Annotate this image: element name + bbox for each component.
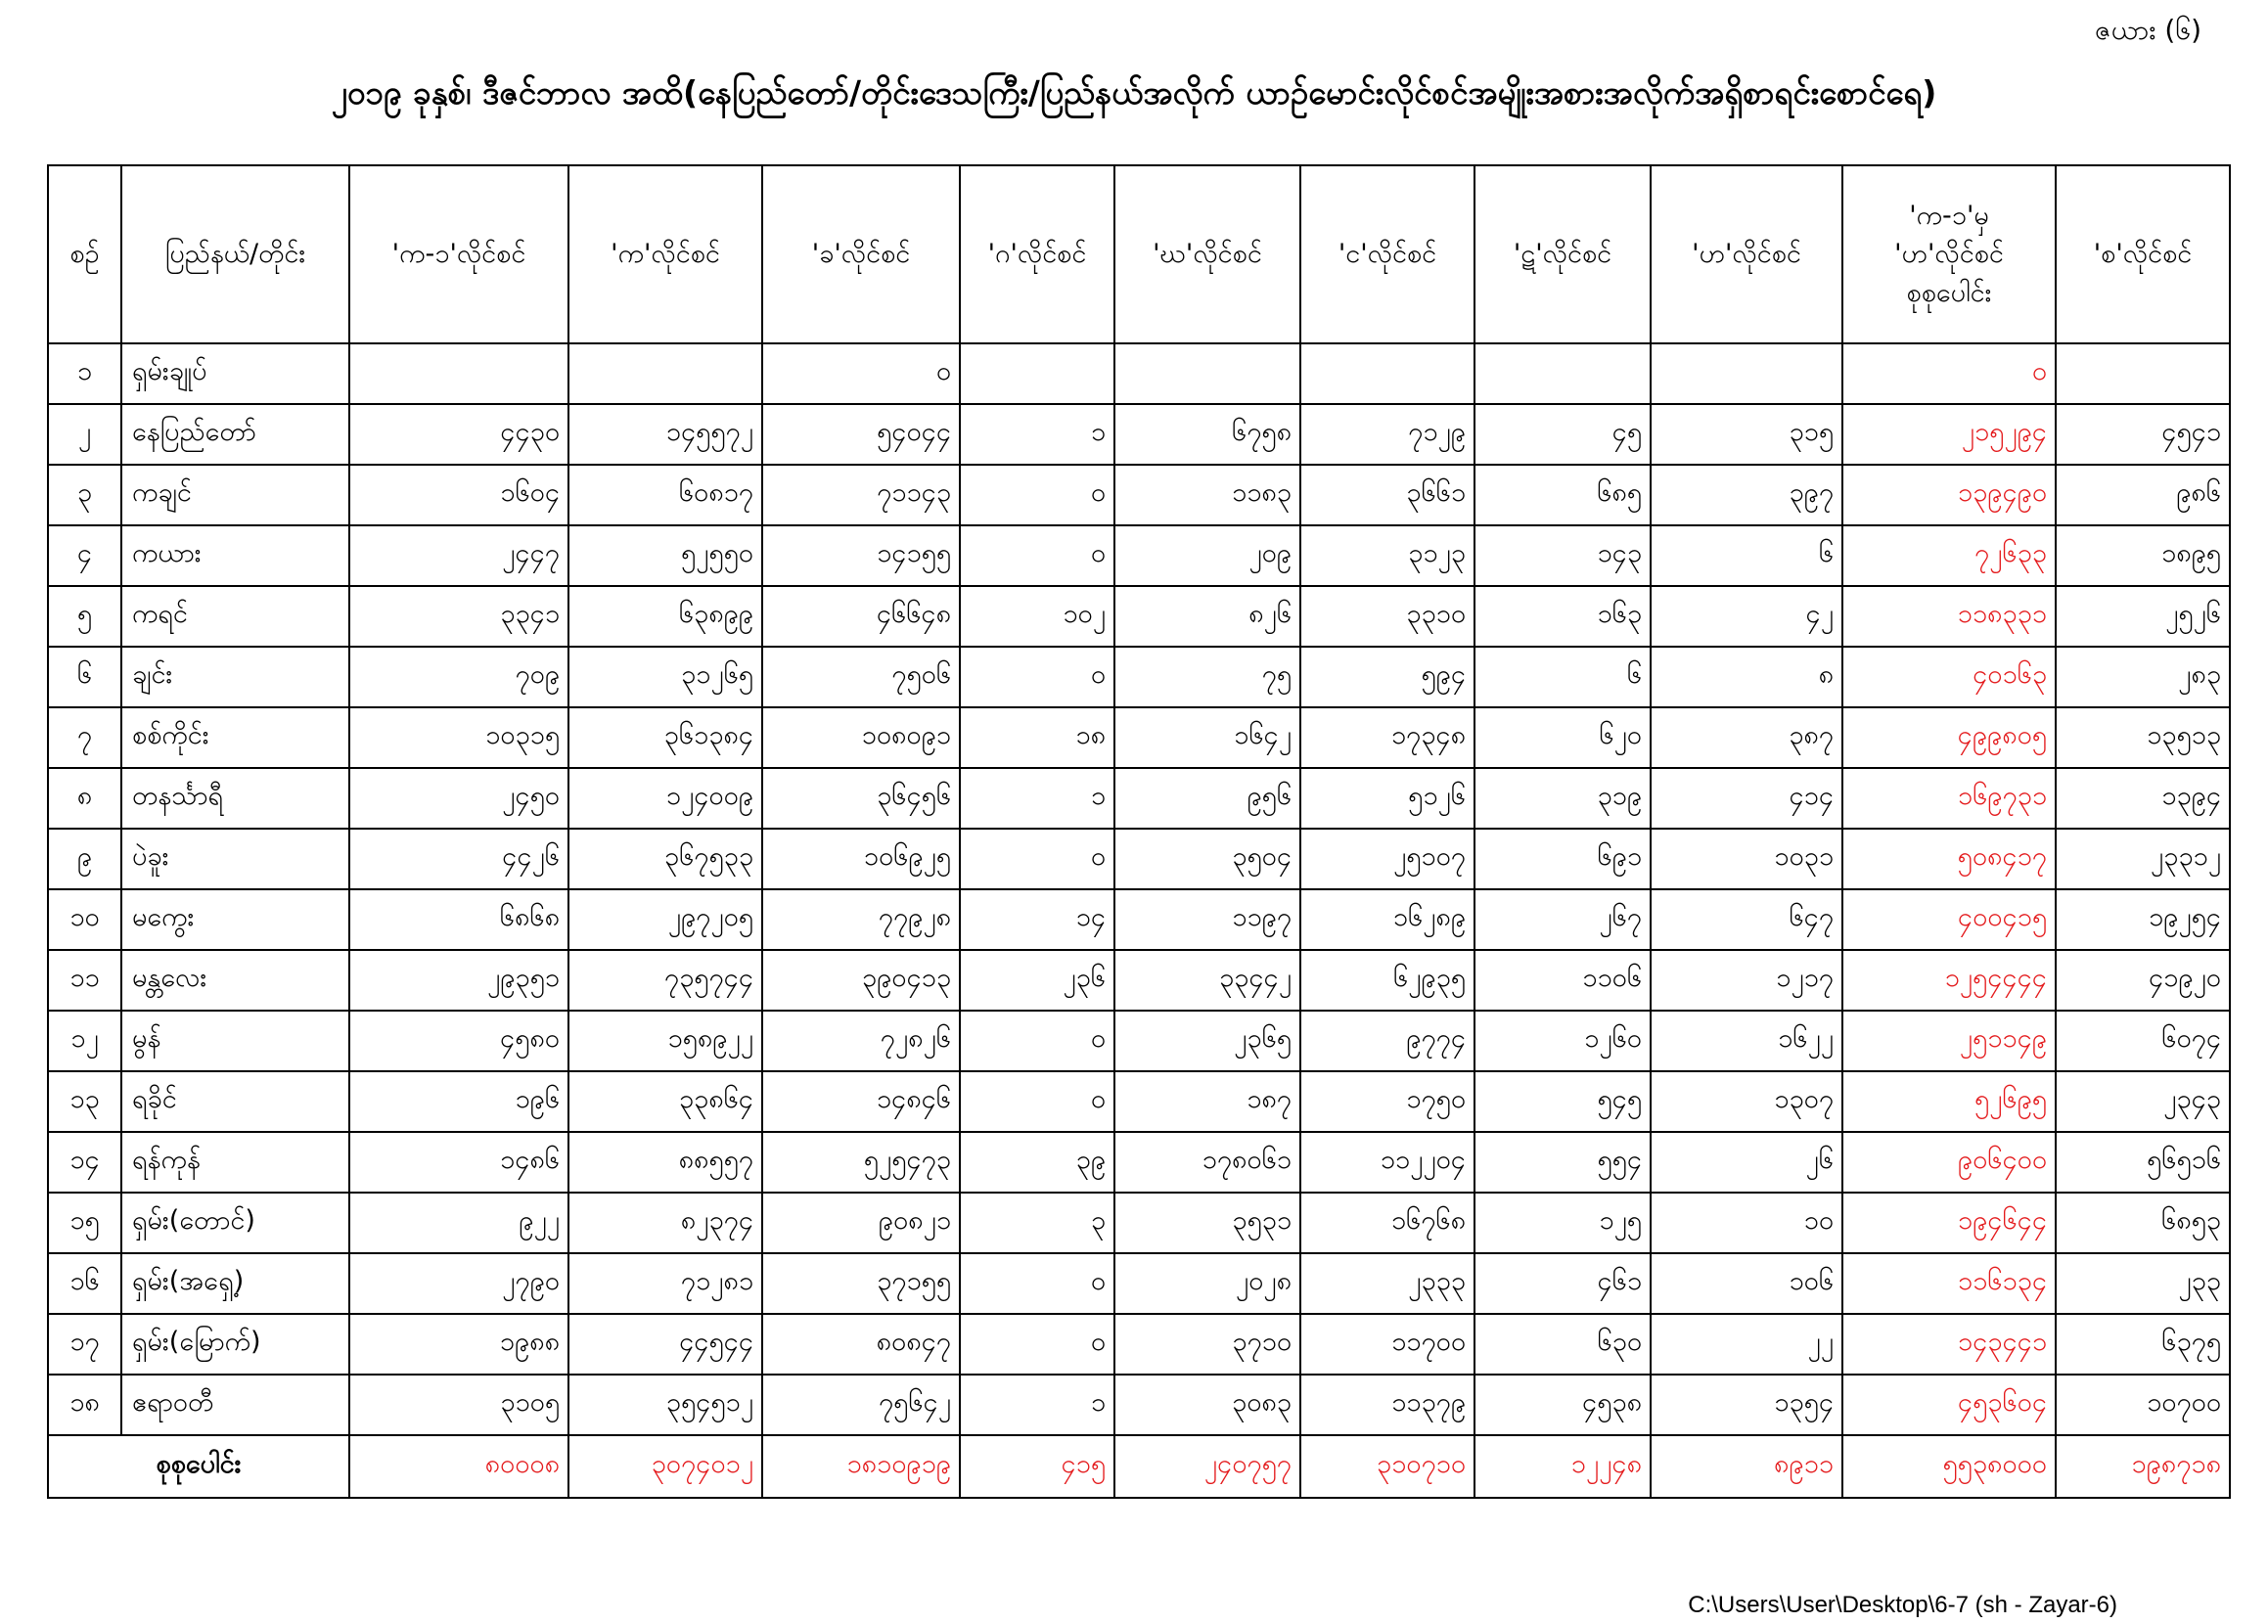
cell-kha: ၃၉၀၄၁၃ xyxy=(762,950,960,1011)
cell-sr: ၁၅ xyxy=(48,1193,121,1253)
table-row xyxy=(48,647,2230,707)
file-path: C:\Users\User\Desktop\6-7 (sh - Zayar-6) xyxy=(1688,1592,2117,1618)
cell-region: ရန်ကုန် xyxy=(121,1132,349,1193)
cell-ha: ၂၆ xyxy=(1651,1132,1842,1193)
table-row xyxy=(48,1132,2230,1193)
cell-ga: ၃၉ xyxy=(960,1132,1114,1193)
total-all: ၅၅၃၈၀၀၀ xyxy=(1842,1435,2056,1498)
cell-ga: ၁ xyxy=(960,1375,1114,1435)
cell-region: မန္တလေး xyxy=(121,950,349,1011)
header-nga1: 'ဋ'လိုင်စင် xyxy=(1474,165,1651,343)
cell-nga xyxy=(1300,343,1474,404)
cell-ga: ၀ xyxy=(960,1314,1114,1375)
cell-sr: ၄ xyxy=(48,525,121,586)
cell-ga: ၃ xyxy=(960,1193,1114,1253)
cell-nga1: ၆၃၀ xyxy=(1474,1314,1651,1375)
cell-kha: ၃၆၄၅၆ xyxy=(762,768,960,829)
cell-nga: ၁၁၃၇၉ xyxy=(1300,1375,1474,1435)
table-row xyxy=(48,343,2230,404)
cell-ga: ၀ xyxy=(960,829,1114,889)
cell-gha: ၁၇၈၀၆၁ xyxy=(1114,1132,1300,1193)
cell-ga: ၀ xyxy=(960,647,1114,707)
cell-sr: ၁၈ xyxy=(48,1375,121,1435)
cell-ga xyxy=(960,343,1114,404)
cell-region: ကရင် xyxy=(121,586,349,647)
cell-ka: ၈၂၃၇၄ xyxy=(568,1193,762,1253)
cell-gha: ၃၅၀၄ xyxy=(1114,829,1300,889)
cell-ha: ၁၀၃၁ xyxy=(1651,829,1842,889)
cell-ga: ၀ xyxy=(960,1253,1114,1314)
header-ha: 'ဟ'လိုင်စင် xyxy=(1651,165,1842,343)
cell-gha: ၁၆၄၂ xyxy=(1114,707,1300,768)
cell-ha: ၁၃၀၇ xyxy=(1651,1071,1842,1132)
cell-gha: ၃၃၄၄၂ xyxy=(1114,950,1300,1011)
cell-region: ကချင် xyxy=(121,465,349,525)
table-row xyxy=(48,1253,2230,1314)
cell-ka: ၁၅၈၉၂၂ xyxy=(568,1011,762,1071)
cell-kha: ၇၇၉၂၈ xyxy=(762,889,960,950)
cell-total: ၉၀၆၄၀၀ xyxy=(1842,1132,2056,1193)
cell-total: ၅၀၈၄၁၇ xyxy=(1842,829,2056,889)
cell-nga1: ၆၈၅ xyxy=(1474,465,1651,525)
cell-ka1: ၉၂၂ xyxy=(349,1193,568,1253)
cell-nga: ၁၆၂၈၉ xyxy=(1300,889,1474,950)
cell-nga1: ၄၆၁ xyxy=(1474,1253,1651,1314)
cell-gha xyxy=(1114,343,1300,404)
cell-nga1: ၄၅ xyxy=(1474,404,1651,465)
cell-ha: ၆ xyxy=(1651,525,1842,586)
cell-ha: ၃၁၅ xyxy=(1651,404,1842,465)
cell-nga: ၁၁၂၂၀၄ xyxy=(1300,1132,1474,1193)
cell-kha: ၁၄၈၄၆ xyxy=(762,1071,960,1132)
cell-sr: ၂ xyxy=(48,404,121,465)
cell-ha: ၄၂ xyxy=(1651,586,1842,647)
table-row xyxy=(48,404,2230,465)
cell-nga1: ၁၂၆၀ xyxy=(1474,1011,1651,1071)
cell-ka: ၃၃၈၆၄ xyxy=(568,1071,762,1132)
cell-gha: ၆၇၅၈ xyxy=(1114,404,1300,465)
cell-kha: ၇၅၆၄၂ xyxy=(762,1375,960,1435)
cell-ka: ၃၁၂၆၅ xyxy=(568,647,762,707)
cell-ka1: ၇၀၉ xyxy=(349,647,568,707)
cell-total: ၀ xyxy=(1842,343,2056,404)
cell-nga1: ၆၂၀ xyxy=(1474,707,1651,768)
cell-kha: ၅၂၅၄၇၃ xyxy=(762,1132,960,1193)
cell-total: ၁၃၉၄၉၀ xyxy=(1842,465,2056,525)
cell-region: စစ်ကိုင်း xyxy=(121,707,349,768)
cell-total: ၅၂၆၉၅ xyxy=(1842,1071,2056,1132)
cell-sa xyxy=(2056,343,2230,404)
page-title: ၂၀၁၉ ခုနှစ်၊ ဒီဇင်ဘာလ အထိ(နေပြည်တော်/တိုင်းဒေသကြီး/ပြည်နယ်အလိုက် ယာဉ်မောင်းလိုင်စင်အမျိုးအစားအလိုက်အရှိစာရင်းစောင်ရေ) xyxy=(331,73,1937,112)
cell-ga: ၁၄ xyxy=(960,889,1114,950)
cell-sa: ၂၃၃၁၂ xyxy=(2056,829,2230,889)
cell-region: ပဲခူး xyxy=(121,829,349,889)
cell-nga: ၁၁၇၀၀ xyxy=(1300,1314,1474,1375)
cell-nga1: ၁၆၃ xyxy=(1474,586,1651,647)
cell-sr: ၁၄ xyxy=(48,1132,121,1193)
cell-region: တနင်္သာရီ xyxy=(121,768,349,829)
cell-total: ၁၆၉၇၃၁ xyxy=(1842,768,2056,829)
cell-gha: ၂၀၉ xyxy=(1114,525,1300,586)
total-kha: ၁၈၁၀၉၁၉ xyxy=(762,1435,960,1498)
cell-total: ၁၁၆၁၃၄ xyxy=(1842,1253,2056,1314)
table-header xyxy=(48,165,2230,343)
header-row xyxy=(48,165,2230,343)
cell-gha: ၃၇၁၀ xyxy=(1114,1314,1300,1375)
cell-total: ၁၂၅၄၄၄၄ xyxy=(1842,950,2056,1011)
cell-ga: ၀ xyxy=(960,1011,1114,1071)
table-row xyxy=(48,707,2230,768)
cell-sa: ၂၅၂၆ xyxy=(2056,586,2230,647)
cell-gha: ၁၈၇ xyxy=(1114,1071,1300,1132)
cell-nga: ၃၆၆၁ xyxy=(1300,465,1474,525)
header-total: 'က-၁'မှ 'ဟ'လိုင်စင် စုစုပေါင်း xyxy=(1842,165,2056,343)
cell-nga: ၃၁၂၃ xyxy=(1300,525,1474,586)
table-row xyxy=(48,525,2230,586)
cell-gha: ၉၅၆ xyxy=(1114,768,1300,829)
cell-gha: ၁၁၉၇ xyxy=(1114,889,1300,950)
cell-sa: ၂၃၃ xyxy=(2056,1253,2230,1314)
cell-gha: ၂၀၂၈ xyxy=(1114,1253,1300,1314)
cell-region: ရှမ်းချုပ် xyxy=(121,343,349,404)
cell-ka1 xyxy=(349,343,568,404)
cell-kha: ၃၇၁၅၅ xyxy=(762,1253,960,1314)
cell-ka: ၈၈၅၅၇ xyxy=(568,1132,762,1193)
cell-ka1: ၂၉၃၅၁ xyxy=(349,950,568,1011)
cell-region: မွန် xyxy=(121,1011,349,1071)
cell-ka1: ၃၁၀၅ xyxy=(349,1375,568,1435)
cell-ha: ၃၉၇ xyxy=(1651,465,1842,525)
cell-ka: ၇၁၂၈၁ xyxy=(568,1253,762,1314)
cell-kha: ၉၀၈၂၁ xyxy=(762,1193,960,1253)
cell-sr: ၃ xyxy=(48,465,121,525)
cell-ga: ၁ xyxy=(960,768,1114,829)
header-ga: 'ဂ'လိုင်စင် xyxy=(960,165,1114,343)
cell-region: ရှမ်း(တောင်) xyxy=(121,1193,349,1253)
cell-sr: ၇ xyxy=(48,707,121,768)
cell-nga1: ၁၁၀၆ xyxy=(1474,950,1651,1011)
total-nga1: ၁၂၂၄၈ xyxy=(1474,1435,1651,1498)
table-row xyxy=(48,586,2230,647)
cell-total: ၄၀၀၄၁၅ xyxy=(1842,889,2056,950)
cell-ka: ၄၄၅၄၄ xyxy=(568,1314,762,1375)
table-row xyxy=(48,950,2230,1011)
cell-ga: ၂၃၆ xyxy=(960,950,1114,1011)
cell-nga1: ၅၄၅ xyxy=(1474,1071,1651,1132)
cell-ka: ၃၆၇၅၃၃ xyxy=(568,829,762,889)
cell-ka1: ၁၉၈၈ xyxy=(349,1314,568,1375)
cell-nga1: ၃၁၉ xyxy=(1474,768,1651,829)
cell-ka: ၂၉၇၂၀၅ xyxy=(568,889,762,950)
cell-nga: ၂၃၃၃ xyxy=(1300,1253,1474,1314)
cell-ka: ၁၄၅၅၇၂ xyxy=(568,404,762,465)
cell-ka: ၆၃၈၉၉ xyxy=(568,586,762,647)
cell-nga: ၁၆၇၆၈ xyxy=(1300,1193,1474,1253)
cell-ka: ၆၀၈၁၇ xyxy=(568,465,762,525)
cell-region: နေပြည်တော် xyxy=(121,404,349,465)
cell-sr: ၁ xyxy=(48,343,121,404)
cell-kha: ၇၁၁၄၃ xyxy=(762,465,960,525)
table-row xyxy=(48,889,2230,950)
total-gha: ၂၄၀၇၅၇ xyxy=(1114,1435,1300,1498)
cell-region: ရခိုင် xyxy=(121,1071,349,1132)
cell-total: ၄၅၃၆၀၄ xyxy=(1842,1375,2056,1435)
cell-nga1: ၆၉၁ xyxy=(1474,829,1651,889)
cell-sa: ၁၉၂၅၄ xyxy=(2056,889,2230,950)
table-row xyxy=(48,1071,2230,1132)
cell-nga1: ၁၂၅ xyxy=(1474,1193,1651,1253)
table-body xyxy=(48,343,2230,1435)
cell-gha: ၁၁၈၃ xyxy=(1114,465,1300,525)
cell-sa: ၁၃၉၄ xyxy=(2056,768,2230,829)
cell-ha: ၈ xyxy=(1651,647,1842,707)
cell-nga1: ၂၆၇ xyxy=(1474,889,1651,950)
cell-region: ဧရာဝတီ xyxy=(121,1375,349,1435)
cell-total: ၁၁၈၃၃၁ xyxy=(1842,586,2056,647)
cell-nga1: ၁၄၃ xyxy=(1474,525,1651,586)
cell-kha: ၇၂၈၂၆ xyxy=(762,1011,960,1071)
table-row xyxy=(48,1011,2230,1071)
cell-region: ရှမ်း(အရှေ့) xyxy=(121,1253,349,1314)
cell-kha: ၄၆၆၄၈ xyxy=(762,586,960,647)
cell-sa: ၄၅၄၁ xyxy=(2056,404,2230,465)
cell-ka1: ၁၄၈၆ xyxy=(349,1132,568,1193)
header-nga: 'င'လိုင်စင် xyxy=(1300,165,1474,343)
cell-kha: ၈၀၈၄၇ xyxy=(762,1314,960,1375)
table-footer xyxy=(48,1435,2230,1498)
cell-ha: ၆၄၇ xyxy=(1651,889,1842,950)
cell-nga: ၂၅၁၀၇ xyxy=(1300,829,1474,889)
cell-sa: ၁၈၉၅ xyxy=(2056,525,2230,586)
cell-sr: ၉ xyxy=(48,829,121,889)
cell-ga: ၁ xyxy=(960,404,1114,465)
cell-sr: ၁၇ xyxy=(48,1314,121,1375)
cell-nga1: ၄၅၃၈ xyxy=(1474,1375,1651,1435)
cell-ha: ၁၆၂၂ xyxy=(1651,1011,1842,1071)
cell-nga: ၅၉၄ xyxy=(1300,647,1474,707)
cell-nga1: ၆ xyxy=(1474,647,1651,707)
cell-kha: ၁၀၆၉၂၅ xyxy=(762,829,960,889)
totals-label: စုစုပေါင်း xyxy=(48,1435,349,1498)
cell-sa: ၁၃၅၁၃ xyxy=(2056,707,2230,768)
cell-kha: ၁၀၈၀၉၁ xyxy=(762,707,960,768)
cell-sr: ၆ xyxy=(48,647,121,707)
cell-ha: ၁၀ xyxy=(1651,1193,1842,1253)
cell-ka1: ၂၄၅၀ xyxy=(349,768,568,829)
total-nga: ၃၁၀၇၁၀ xyxy=(1300,1435,1474,1498)
cell-ka1: ၁၉၆ xyxy=(349,1071,568,1132)
total-ka1: ၈၀၀၀၈ xyxy=(349,1435,568,1498)
cell-ka1: ၄၄၂၆ xyxy=(349,829,568,889)
cell-sa: ၆၈၅၃ xyxy=(2056,1193,2230,1253)
cell-total: ၁၉၄၆၄၄ xyxy=(1842,1193,2056,1253)
total-sa: ၁၉၈၇၁၈ xyxy=(2056,1435,2230,1498)
header-kha: 'ခ'လိုင်စင် xyxy=(762,165,960,343)
cell-total: ၄၉၉၈၀၅ xyxy=(1842,707,2056,768)
header-ka1: 'က-၁'လိုင်စင် xyxy=(349,165,568,343)
cell-nga: ၁၇၅၀ xyxy=(1300,1071,1474,1132)
header-ka: 'က'လိုင်စင် xyxy=(568,165,762,343)
total-ga: ၄၁၅ xyxy=(960,1435,1114,1498)
cell-ga: ၁၀၂ xyxy=(960,586,1114,647)
cell-total: ၂၅၁၁၄၉ xyxy=(1842,1011,2056,1071)
cell-sr: ၁၆ xyxy=(48,1253,121,1314)
table-row xyxy=(48,465,2230,525)
table-row xyxy=(48,1193,2230,1253)
cell-sr: ၅ xyxy=(48,586,121,647)
cell-ka1: ၆၈၆၈ xyxy=(349,889,568,950)
cell-ka1: ၄၄၃၀ xyxy=(349,404,568,465)
cell-sa: ၆၀၇၄ xyxy=(2056,1011,2230,1071)
cell-ka1: ၂၇၉၀ xyxy=(349,1253,568,1314)
cell-gha: ၇၅ xyxy=(1114,647,1300,707)
cell-region: ရှမ်း(မြောက်) xyxy=(121,1314,349,1375)
license-table xyxy=(47,164,2231,1499)
cell-sr: ၈ xyxy=(48,768,121,829)
cell-sa: ၂၃၄၃ xyxy=(2056,1071,2230,1132)
cell-kha: ၁၄၁၅၅ xyxy=(762,525,960,586)
cell-region: မကွေး xyxy=(121,889,349,950)
cell-ha: ၁၃၅၄ xyxy=(1651,1375,1842,1435)
cell-ga: ၀ xyxy=(960,1071,1114,1132)
cell-ka: ၅၂၅၅၀ xyxy=(568,525,762,586)
cell-ha: ၃၈၇ xyxy=(1651,707,1842,768)
cell-kha: ၇၅၀၆ xyxy=(762,647,960,707)
cell-ga: ၁၈ xyxy=(960,707,1114,768)
total-ka: ၃၀၇၄၀၁၂ xyxy=(568,1435,762,1498)
cell-ha: ၁၂၁၇ xyxy=(1651,950,1842,1011)
cell-nga: ၃၃၁၀ xyxy=(1300,586,1474,647)
cell-total: ၂၁၅၂၉၄ xyxy=(1842,404,2056,465)
totals-row xyxy=(48,1435,2230,1498)
table-row xyxy=(48,768,2230,829)
cell-gha: ၃၀၈၃ xyxy=(1114,1375,1300,1435)
cell-nga: ၆၂၉၃၅ xyxy=(1300,950,1474,1011)
cell-sr: ၁၀ xyxy=(48,889,121,950)
cell-nga: ၉၇၇၄ xyxy=(1300,1011,1474,1071)
cell-region: ချင်း xyxy=(121,647,349,707)
cell-ka: ၇၃၅၇၄၄ xyxy=(568,950,762,1011)
cell-total: ၄၀၁၆၃ xyxy=(1842,647,2056,707)
total-ha: ၈၉၁၁ xyxy=(1651,1435,1842,1498)
cell-ka1: ၄၅၈၀ xyxy=(349,1011,568,1071)
cell-ga: ၀ xyxy=(960,465,1114,525)
cell-total: ၇၂၆၃၃ xyxy=(1842,525,2056,586)
cell-sa: ၉၈၆ xyxy=(2056,465,2230,525)
cell-kha: ၀ xyxy=(762,343,960,404)
cell-kha: ၅၄၀၄၄ xyxy=(762,404,960,465)
cell-nga1 xyxy=(1474,343,1651,404)
cell-ka: ၃၅၄၅၁၂ xyxy=(568,1375,762,1435)
cell-gha: ၂၃၆၅ xyxy=(1114,1011,1300,1071)
cell-ha xyxy=(1651,343,1842,404)
cell-ka: ၃၆၁၃၈၄ xyxy=(568,707,762,768)
cell-ka xyxy=(568,343,762,404)
cell-nga: ၁၇၃၄၈ xyxy=(1300,707,1474,768)
cell-ha: ၂၂ xyxy=(1651,1314,1842,1375)
cell-sa: ၄၁၉၂၀ xyxy=(2056,950,2230,1011)
cell-total: ၁၄၃၄၄၁ xyxy=(1842,1314,2056,1375)
cell-gha: ၈၂၆ xyxy=(1114,586,1300,647)
cell-sr: ၁၁ xyxy=(48,950,121,1011)
cell-sa: ၁၀၇၀၀ xyxy=(2056,1375,2230,1435)
header-sa: 'စ'လိုင်စင် xyxy=(2056,165,2230,343)
cell-gha: ၃၅၃၁ xyxy=(1114,1193,1300,1253)
cell-ha: ၄၁၄ xyxy=(1651,768,1842,829)
cell-sr: ၁၂ xyxy=(48,1011,121,1071)
header-sr: စဉ် xyxy=(48,165,121,343)
header-gha: 'ဃ'လိုင်စင် xyxy=(1114,165,1300,343)
cell-sa: ၅၆၅၁၆ xyxy=(2056,1132,2230,1193)
cell-nga: ၇၁၂၉ xyxy=(1300,404,1474,465)
table-row xyxy=(48,829,2230,889)
table-row xyxy=(48,1314,2230,1375)
header-region: ပြည်နယ်/တိုင်း xyxy=(121,165,349,343)
cell-ka: ၁၂၄၀၀၉ xyxy=(568,768,762,829)
cell-sa: ၂၈၃ xyxy=(2056,647,2230,707)
cell-ga: ၀ xyxy=(960,525,1114,586)
table-reference: ဇယား (၆) xyxy=(2095,14,2201,46)
cell-region: ကယား xyxy=(121,525,349,586)
table-row xyxy=(48,1375,2230,1435)
cell-nga: ၅၁၂၆ xyxy=(1300,768,1474,829)
cell-sr: ၁၃ xyxy=(48,1071,121,1132)
cell-ka1: ၂၄၄၇ xyxy=(349,525,568,586)
cell-nga1: ၅၅၄ xyxy=(1474,1132,1651,1193)
cell-sa: ၆၃၇၅ xyxy=(2056,1314,2230,1375)
cell-ka1: ၁၀၃၁၅ xyxy=(349,707,568,768)
cell-ha: ၁၀၆ xyxy=(1651,1253,1842,1314)
cell-ka1: ၃၃၄၁ xyxy=(349,586,568,647)
cell-ka1: ၁၆၀၄ xyxy=(349,465,568,525)
